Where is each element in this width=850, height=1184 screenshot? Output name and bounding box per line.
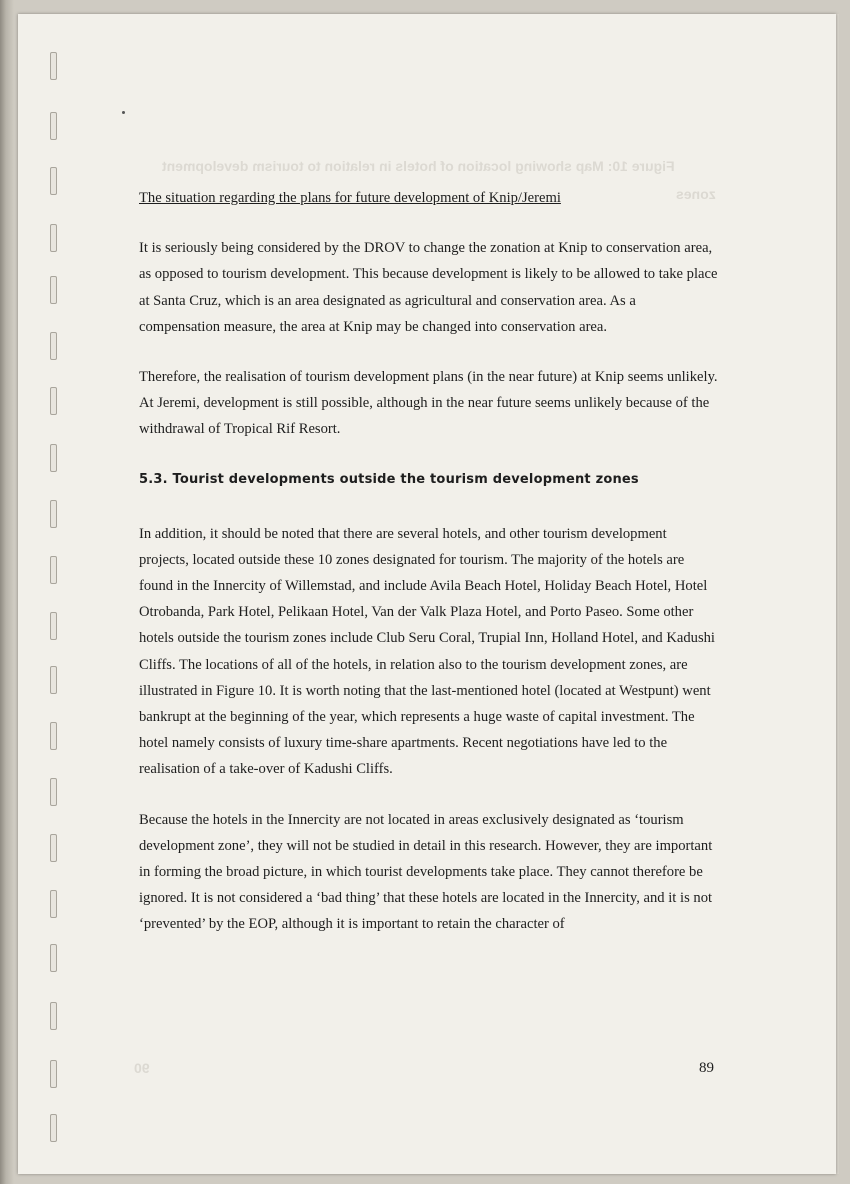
binding-hole <box>50 276 57 304</box>
page-content <box>139 185 719 962</box>
binding-hole <box>50 1060 57 1088</box>
paragraph: It is seriously being considered by the DROV to change the zonation at Knip to conservation area, as opposed to tourism development. This because development is likely to be allowed to take place at Santa Cruz, which is an area designated as agricultural and conservation area. As a compensation measure, the area at Knip may be changed into conservation area. <box>139 240 718 335</box>
page-number: 89 <box>699 1060 714 1076</box>
binding-hole <box>50 890 57 918</box>
binding-hole <box>50 500 57 528</box>
binding-hole <box>50 444 57 472</box>
section-heading: 5.3. Tourist developments outside the tourism development zones <box>139 471 639 487</box>
show-through-text: Figure 10: Map showing location of hotels in relation to tourism development <box>162 158 675 174</box>
subsection-heading: The situation regarding the plans for future development of Knip/Jeremi <box>139 190 561 206</box>
binding-hole <box>50 1002 57 1030</box>
binding-hole <box>50 612 57 640</box>
paragraph: In addition, it should be noted that there are several hotels, and other tourism development projects, located outside these 10 zones designated for tourism. The majority of the hotels are found in the Innercity of Willemstad, and include Avila Beach Hotel, Holiday Beach Hotel, Hotel Otrobanda, Park Hotel, Pelikaan Hotel, Van der Valk Plaza Hotel, and Porto Paseo. Some other hotels outside the tourism zones include Club Seru Coral, Trupial Inn, Holland Hotel, and Kadushi Cliffs. The locations of all of the hotels, in relation also to the tourism development zones, are illustrated in Figure 10. It is worth noting that the last-mentioned hotel (located at Westpunt) went bankrupt at the beginning of the year, which represents a huge waste of capital investment. The hotel namely consists of luxury time-share apartments. Recent negotiations have led to the realisation of a take-over of Kadushi Cliffs. <box>139 525 715 778</box>
binding-hole <box>50 52 57 80</box>
binding-hole <box>50 944 57 972</box>
binding-hole <box>50 112 57 140</box>
binding-hole <box>50 224 57 252</box>
binding-hole <box>50 1114 57 1142</box>
binding-hole <box>50 834 57 862</box>
paragraph: Therefore, the realisation of tourism development plans (in the near future) at Knip seems unlikely. At Jeremi, development is still possible, although in the near future seems unlikely because of the withdrawal of Tropical Rif Resort. <box>139 369 718 438</box>
binding-hole <box>50 167 57 195</box>
binding-hole <box>50 332 57 360</box>
binding-hole <box>50 666 57 694</box>
show-through-text: zones <box>676 186 716 202</box>
binding-hole <box>50 556 57 584</box>
binding-hole <box>50 387 57 415</box>
binding-hole <box>50 778 57 806</box>
binding-hole <box>50 722 57 750</box>
speck <box>122 111 125 114</box>
show-through-text: 90 <box>134 1060 150 1076</box>
paragraph: Because the hotels in the Innercity are not located in areas exclusively designated as ‘tourism development zone’, they will not be studied in detail in this research. However, they are important in forming the broad picture, in which tourist developments take place. They cannot therefore be ignored. It is not considered a ‘bad thing’ that these hotels are located in the Innercity, and it is not ‘prevented’ by the EOP, although it is important to retain the character of <box>139 811 713 933</box>
page-edge <box>836 14 839 1174</box>
